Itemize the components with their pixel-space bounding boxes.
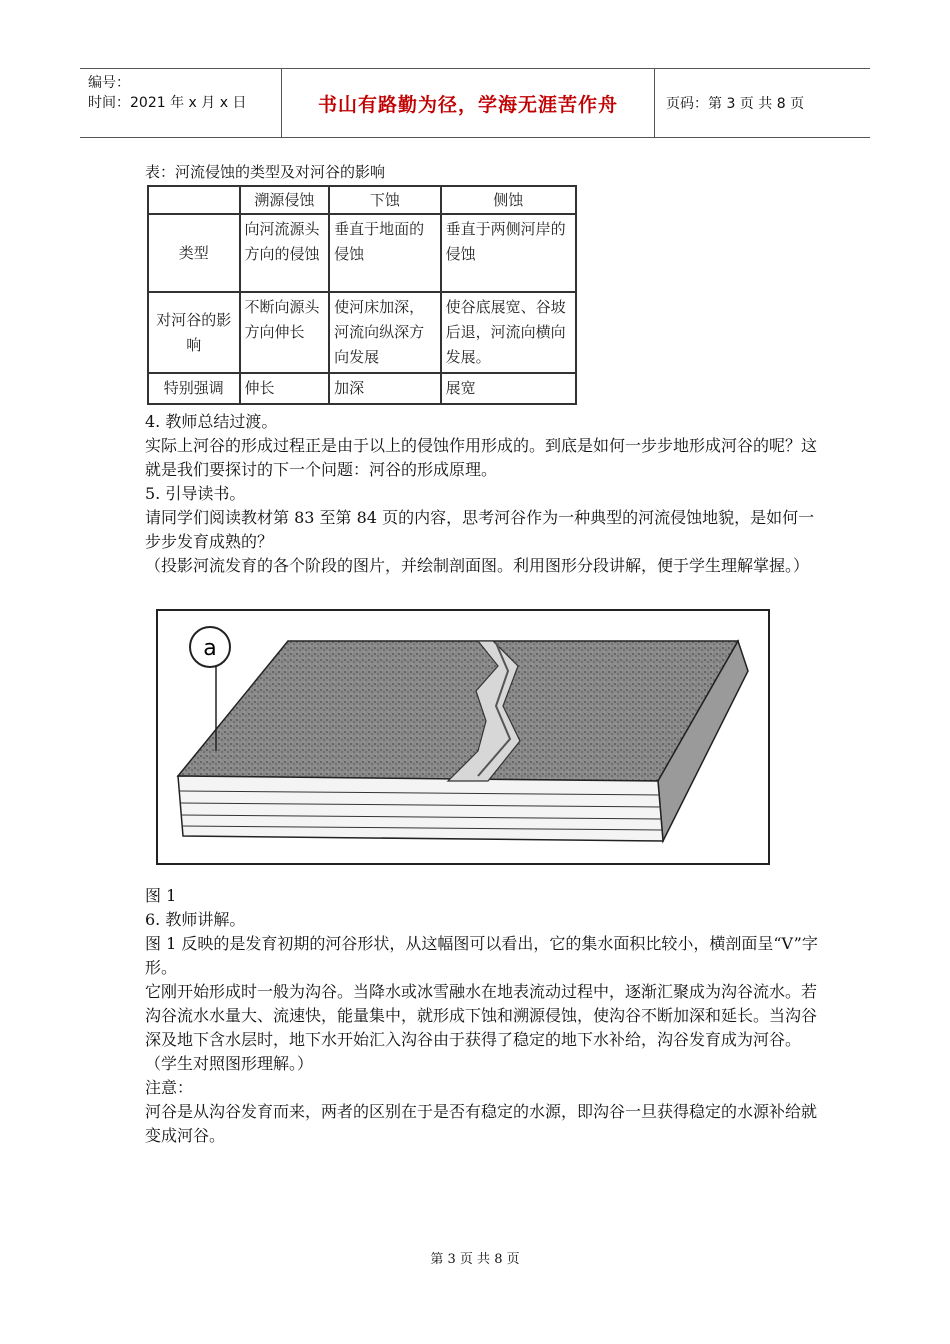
paragraph: 6. 教师讲解。 [145, 910, 246, 929]
figure-marker: a [203, 636, 217, 661]
table-cell: 不断向源头方向伸长 [240, 292, 330, 373]
valley-illustration [158, 611, 768, 863]
body-text-bottom [145, 884, 825, 1148]
table-cell: 使河床加深，河流向纵深方向发展 [329, 292, 441, 373]
header-info [80, 69, 282, 137]
body-text-top [145, 410, 825, 578]
table-header-cell [148, 186, 240, 214]
table-caption: 表：河流侵蚀的类型及对河谷的影响 [145, 163, 386, 181]
row-label: 类型 [148, 214, 240, 292]
row-label: 特别强调 [148, 373, 240, 404]
page-footer: 第 3 页 共 8 页 [430, 1252, 520, 1267]
table-cell: 伸长 [240, 373, 330, 404]
table-header-row [148, 186, 576, 214]
number-label: 编号： [88, 75, 130, 91]
row-label: 对河谷的影响 [148, 292, 240, 373]
paragraph: 实际上河谷的形成过程正是由于以上的侵蚀作用形成的。到底是如何一步步地形成河谷的呢？这就是我们要探讨的下一个问题：河谷的形成原理。 [145, 436, 818, 479]
paragraph: 请同学们阅读教材第 83 至第 84 页的内容，思考河谷作为一种典型的河流侵蚀地貌，是如何一步步发育成熟的？ [145, 508, 815, 551]
valley-block-diagram [156, 609, 770, 865]
paragraph: （投影河流发育的各个阶段的图片，并绘制剖面图。利用图形分段讲解，便于学生理解掌握。） [145, 556, 810, 575]
table-cell: 使谷底展宽、谷坡后退，河流向横向发展。 [441, 292, 576, 373]
paragraph: 4. 教师总结过渡。 [145, 412, 278, 431]
paragraph: 注意： [145, 1078, 194, 1097]
table-cell: 向河流源头方向的侵蚀 [240, 214, 330, 292]
table-cell: 加深 [329, 373, 441, 404]
erosion-table [147, 185, 577, 405]
table-header-cell: 溯源侵蚀 [240, 186, 330, 214]
figure-caption: 图 1 [145, 886, 177, 905]
table-row [148, 214, 576, 292]
paragraph: 它刚开始形成时一般为沟谷。当降水或冰雪融水在地表流动过程中，逐渐汇聚成为沟谷流水。若沟谷流水水量大、流速快，能量集中，就形成下蚀和溯源侵蚀，使沟谷不断加深和延长。当沟谷深及地下含水层时，地下水开始汇入沟谷由于获得了稳定的地下水补给，沟谷发育成为河谷。 [145, 982, 818, 1049]
table-header-cell: 下蚀 [329, 186, 441, 214]
paragraph: 图 1 反映的是发育初期的河谷形状，从这幅图可以看出，它的集水面积比较小，横剖面呈“V”字形。 [145, 934, 818, 977]
paragraph: （学生对照图形理解。） [145, 1054, 314, 1073]
table-header-cell: 侧蚀 [441, 186, 576, 214]
header-page-info: 页码：第 3 页 共 8 页 [666, 96, 805, 112]
table-row [148, 292, 576, 373]
paragraph: 5. 引导读书。 [145, 484, 246, 503]
paragraph: 河谷是从沟谷发育而来，两者的区别在于是否有稳定的水源，即沟谷一旦获得稳定的水源补给就变成河谷。 [145, 1102, 818, 1145]
page-header [80, 68, 870, 138]
header-motto: 书山有路勤为径，学海无涯苦作舟 [282, 69, 655, 137]
table-cell: 垂直于两侧河岸的侵蚀 [441, 214, 576, 292]
table-row [148, 373, 576, 404]
table-cell: 展宽 [441, 373, 576, 404]
table-cell: 垂直于地面的侵蚀 [329, 214, 441, 292]
time-label: 时间：2021 年 x 月 x 日 [88, 95, 247, 111]
